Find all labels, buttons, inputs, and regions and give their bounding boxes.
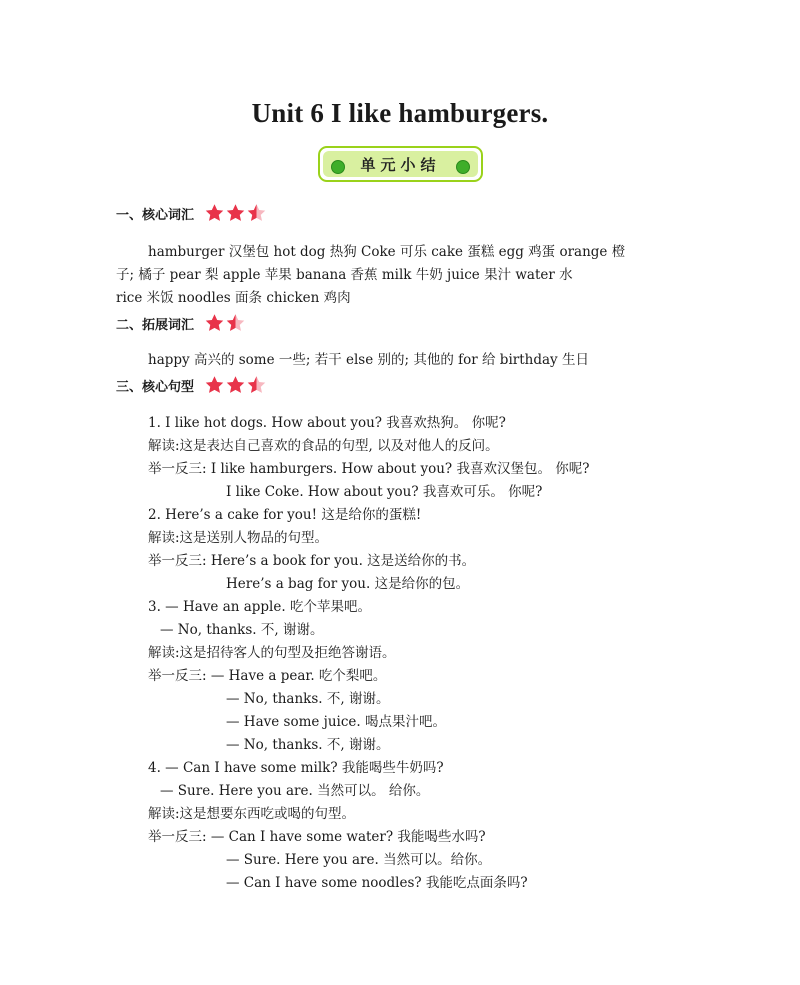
- sentence-line: — No, thanks. 不, 谢谢。: [160, 622, 324, 638]
- star-half-icon: [225, 313, 246, 333]
- example-line: — Sure. Here you are. 当然可以。给你。: [226, 852, 492, 868]
- example-line: 举一反三: — Have a pear. 吃个梨吧。: [148, 668, 387, 684]
- vocab-line: happy 高兴的 some 一些; 若干 else 别的; 其他的 for 给 birthday 生日: [148, 352, 589, 368]
- star-icon: [204, 203, 225, 223]
- example-line: 举一反三: — Can I have some water? 我能喝些水吗?: [148, 829, 486, 845]
- section-heading: 三、核心句型: [116, 379, 195, 395]
- section-heading: 二、拓展词汇: [116, 317, 195, 333]
- explanation-line: 解读:这是想要东西吃或喝的句型。: [148, 806, 356, 822]
- example-line: 举一反三: I like hamburgers. How about you? 我喜欢汉堡包。 你呢?: [148, 461, 590, 477]
- section-heading: 一、核心词汇: [116, 207, 195, 223]
- section-ext-vocab: [116, 313, 246, 333]
- unit-summary-badge: [318, 146, 483, 182]
- sentence-line: 4. — Can I have some milk? 我能喝些牛奶吗?: [148, 760, 444, 776]
- star-half-icon: [246, 203, 267, 223]
- explanation-line: 解读:这是招待客人的句型及拒绝答谢语。: [148, 645, 396, 661]
- section-core-vocab: [116, 203, 267, 223]
- vocab-line: hamburger 汉堡包 hot dog 热狗 Coke 可乐 cake 蛋糕 egg 鸡蛋 orange 橙: [148, 244, 626, 260]
- explanation-line: 解读:这是表达自己喜欢的食品的句型, 以及对他人的反问。: [148, 438, 499, 454]
- difficulty-stars: [204, 375, 267, 395]
- vocab-line: rice 米饭 noodles 面条 chicken 鸡肉: [116, 290, 351, 306]
- badge-label: 单元小结: [360, 155, 441, 174]
- example-line: — No, thanks. 不, 谢谢。: [226, 691, 390, 707]
- page-title: Unit 6 I like hamburgers.: [251, 98, 549, 128]
- vocab-line: 子; 橘子 pear 梨 apple 苹果 banana 香蕉 milk 牛奶 juice 果汁 water 水: [116, 267, 573, 283]
- section-core-sentences: [116, 375, 267, 395]
- star-icon: [225, 203, 246, 223]
- example-line: I like Coke. How about you? 我喜欢可乐。 你呢?: [226, 484, 543, 500]
- example-line: — No, thanks. 不, 谢谢。: [226, 737, 390, 753]
- star-half-icon: [246, 375, 267, 395]
- star-icon: [204, 313, 225, 333]
- example-line: Here’s a bag for you. 这是给你的包。: [226, 576, 470, 592]
- star-icon: [225, 375, 246, 395]
- difficulty-stars: [204, 203, 267, 223]
- green-dot-icon: [456, 160, 470, 174]
- sentence-line: 3. — Have an apple. 吃个苹果吧。: [148, 599, 371, 615]
- star-icon: [204, 375, 225, 395]
- example-line: 举一反三: Here’s a book for you. 这是送给你的书。: [148, 553, 476, 569]
- difficulty-stars: [204, 313, 246, 333]
- sentence-line: — Sure. Here you are. 当然可以。 给你。: [160, 783, 430, 799]
- green-dot-icon: [331, 160, 345, 174]
- sentence-line: 1. I like hot dogs. How about you? 我喜欢热狗。 你呢?: [148, 415, 506, 431]
- sentence-line: 2. Here’s a cake for you! 这是给你的蛋糕!: [148, 507, 422, 523]
- explanation-line: 解读:这是送别人物品的句型。: [148, 530, 329, 546]
- example-line: — Have some juice. 喝点果汁吧。: [226, 714, 446, 730]
- example-line: — Can I have some noodles? 我能吃点面条吗?: [226, 875, 528, 891]
